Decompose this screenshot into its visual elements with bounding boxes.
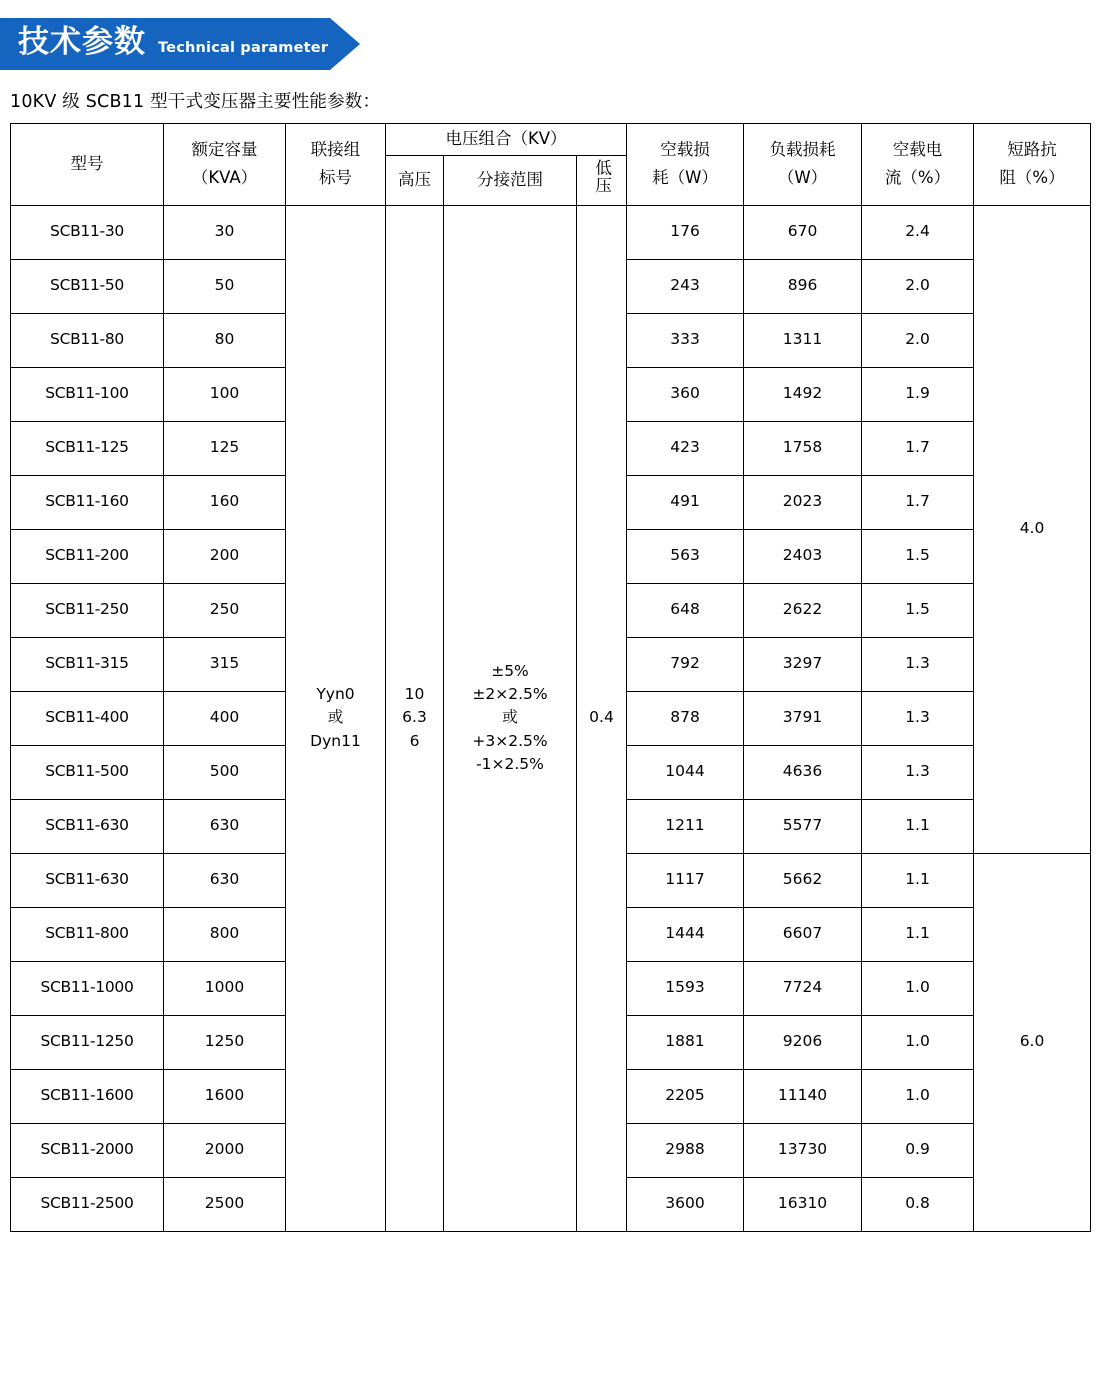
table-body — [11, 205, 1091, 1231]
tap-line-1: ±5% — [491, 661, 529, 680]
header-connection-line1: 联接组 — [310, 139, 361, 159]
cell-capacity: 160 — [164, 475, 286, 529]
cell-no-load-current: 1.7 — [862, 475, 974, 529]
cell-impedance-group-2: 6.0 — [974, 853, 1091, 1231]
connection-line-2: 或 — [327, 708, 344, 727]
cell-model: SCB11-1250 — [11, 1015, 164, 1069]
cell-load-loss: 4636 — [744, 745, 862, 799]
cell-model: SCB11-500 — [11, 745, 164, 799]
cell-no-load-current: 1.3 — [862, 637, 974, 691]
cell-load-loss: 2023 — [744, 475, 862, 529]
cell-no-load-loss: 2205 — [627, 1069, 744, 1123]
cell-no-load-current: 1.5 — [862, 529, 974, 583]
cell-model: SCB11-80 — [11, 313, 164, 367]
cell-no-load-current: 2.0 — [862, 313, 974, 367]
connection-line-3: Dyn11 — [310, 731, 361, 750]
cell-no-load-current: 1.1 — [862, 853, 974, 907]
cell-no-load-loss: 491 — [627, 475, 744, 529]
cell-capacity: 100 — [164, 367, 286, 421]
cell-capacity: 250 — [164, 583, 286, 637]
cell-no-load-current: 1.1 — [862, 907, 974, 961]
header-load-loss-line2: （W） — [777, 168, 828, 188]
cell-lv-voltage: 0.4 — [577, 205, 627, 1231]
page-header-banner — [0, 0, 1100, 88]
cell-capacity: 630 — [164, 799, 286, 853]
header-impedance-line2: 阻（%） — [999, 168, 1065, 188]
cell-load-loss: 5662 — [744, 853, 862, 907]
header-tap-range: 分接范围 — [444, 155, 577, 205]
cell-model: SCB11-630 — [11, 799, 164, 853]
header-voltage-combination: 电压组合（KV） — [386, 124, 627, 156]
cell-no-load-current: 1.3 — [862, 745, 974, 799]
cell-no-load-current: 1.0 — [862, 1069, 974, 1123]
banner-title-en: Technical parameter — [158, 40, 329, 56]
cell-model: SCB11-125 — [11, 421, 164, 475]
header-connection-symbol — [286, 124, 386, 206]
cell-model: SCB11-800 — [11, 907, 164, 961]
header-lv — [577, 155, 627, 205]
cell-no-load-loss: 1881 — [627, 1015, 744, 1069]
cell-no-load-loss: 648 — [627, 583, 744, 637]
header-lv-label: 低压 — [592, 158, 612, 194]
cell-load-loss: 11140 — [744, 1069, 862, 1123]
cell-capacity: 125 — [164, 421, 286, 475]
cell-capacity: 400 — [164, 691, 286, 745]
cell-no-load-loss: 1444 — [627, 907, 744, 961]
cell-no-load-current: 2.4 — [862, 205, 974, 259]
cell-hv-voltage — [386, 205, 444, 1231]
tap-line-4: +3×2.5% — [472, 731, 548, 750]
cell-no-load-current: 1.1 — [862, 799, 974, 853]
cell-no-load-loss: 878 — [627, 691, 744, 745]
cell-capacity: 2000 — [164, 1123, 286, 1177]
header-load-loss-line1: 负载损耗 — [769, 139, 836, 159]
cell-model: SCB11-2000 — [11, 1123, 164, 1177]
cell-no-load-loss: 423 — [627, 421, 744, 475]
cell-model: SCB11-1600 — [11, 1069, 164, 1123]
cell-load-loss: 13730 — [744, 1123, 862, 1177]
cell-capacity: 630 — [164, 853, 286, 907]
table-header-row-1 — [11, 124, 1091, 156]
cell-load-loss: 7724 — [744, 961, 862, 1015]
cell-no-load-loss: 2988 — [627, 1123, 744, 1177]
cell-capacity: 800 — [164, 907, 286, 961]
cell-model: SCB11-100 — [11, 367, 164, 421]
cell-model: SCB11-50 — [11, 259, 164, 313]
cell-no-load-loss: 3600 — [627, 1177, 744, 1231]
cell-load-loss: 896 — [744, 259, 862, 313]
tap-line-5: -1×2.5% — [476, 754, 544, 773]
cell-load-loss: 9206 — [744, 1015, 862, 1069]
header-rated-capacity-line2: （KVA） — [191, 168, 258, 188]
header-hv: 高压 — [386, 155, 444, 205]
cell-capacity: 50 — [164, 259, 286, 313]
hv-line-2: 6.3 — [402, 708, 427, 727]
header-no-load-current-line1: 空载电 — [892, 139, 943, 159]
cell-no-load-loss: 1211 — [627, 799, 744, 853]
cell-model: SCB11-315 — [11, 637, 164, 691]
cell-load-loss: 3791 — [744, 691, 862, 745]
cell-model: SCB11-400 — [11, 691, 164, 745]
cell-no-load-current: 1.0 — [862, 961, 974, 1015]
cell-connection-symbol — [286, 205, 386, 1231]
cell-model: SCB11-630 — [11, 853, 164, 907]
header-no-load-current — [862, 124, 974, 206]
cell-load-loss: 2403 — [744, 529, 862, 583]
cell-impedance-group-1: 4.0 — [974, 205, 1091, 853]
header-rated-capacity-line1: 额定容量 — [191, 139, 258, 159]
cell-load-loss: 2622 — [744, 583, 862, 637]
cell-no-load-current: 0.9 — [862, 1123, 974, 1177]
cell-model: SCB11-2500 — [11, 1177, 164, 1231]
cell-load-loss: 670 — [744, 205, 862, 259]
cell-load-loss: 1311 — [744, 313, 862, 367]
cell-tap-range — [444, 205, 577, 1231]
cell-load-loss: 1492 — [744, 367, 862, 421]
header-no-load-current-line2: 流（%） — [884, 168, 951, 188]
hv-line-1: 10 — [404, 685, 425, 704]
tap-line-3: 或 — [502, 708, 518, 727]
cell-no-load-current: 1.7 — [862, 421, 974, 475]
cell-capacity: 315 — [164, 637, 286, 691]
cell-capacity: 1000 — [164, 961, 286, 1015]
header-connection-line2: 标号 — [319, 168, 352, 188]
header-model: 型号 — [11, 124, 164, 206]
cell-load-loss: 16310 — [744, 1177, 862, 1231]
cell-capacity: 30 — [164, 205, 286, 259]
cell-no-load-current: 2.0 — [862, 259, 974, 313]
header-no-load-loss-line2: 耗（W） — [652, 168, 718, 188]
cell-no-load-loss: 1117 — [627, 853, 744, 907]
cell-no-load-current: 1.5 — [862, 583, 974, 637]
table-row — [11, 205, 1091, 259]
cell-no-load-loss: 333 — [627, 313, 744, 367]
cell-model: SCB11-250 — [11, 583, 164, 637]
cell-model: SCB11-30 — [11, 205, 164, 259]
connection-line-1: Yyn0 — [316, 685, 355, 704]
cell-no-load-current: 0.8 — [862, 1177, 974, 1231]
cell-capacity: 500 — [164, 745, 286, 799]
cell-model: SCB11-200 — [11, 529, 164, 583]
header-load-loss — [744, 124, 862, 206]
table-caption: 10KV 级 SCB11 型干式变压器主要性能参数： — [10, 92, 381, 112]
cell-no-load-loss: 1044 — [627, 745, 744, 799]
cell-no-load-loss: 243 — [627, 259, 744, 313]
cell-load-loss: 6607 — [744, 907, 862, 961]
cell-load-loss: 5577 — [744, 799, 862, 853]
hv-line-3: 6 — [409, 731, 420, 750]
cell-capacity: 200 — [164, 529, 286, 583]
cell-no-load-current: 1.3 — [862, 691, 974, 745]
cell-no-load-loss: 176 — [627, 205, 744, 259]
banner-title-cn: 技术参数 — [18, 24, 146, 60]
cell-no-load-current: 1.9 — [862, 367, 974, 421]
cell-capacity: 1250 — [164, 1015, 286, 1069]
header-impedance-line1: 短路抗 — [1007, 139, 1057, 159]
banner-text-group — [18, 22, 328, 68]
header-no-load-loss-line1: 空载损 — [660, 139, 710, 159]
cell-load-loss: 3297 — [744, 637, 862, 691]
tap-line-2: ±2×2.5% — [472, 685, 548, 704]
spec-table-wrapper — [10, 123, 1090, 1232]
header-rated-capacity — [164, 124, 286, 206]
cell-no-load-loss: 792 — [627, 637, 744, 691]
header-impedance — [974, 124, 1091, 206]
cell-capacity: 1600 — [164, 1069, 286, 1123]
cell-capacity: 2500 — [164, 1177, 286, 1231]
cell-no-load-loss: 360 — [627, 367, 744, 421]
cell-no-load-loss: 1593 — [627, 961, 744, 1015]
cell-load-loss: 1758 — [744, 421, 862, 475]
cell-no-load-current: 1.0 — [862, 1015, 974, 1069]
cell-capacity: 80 — [164, 313, 286, 367]
header-no-load-loss — [627, 124, 744, 206]
cell-no-load-loss: 563 — [627, 529, 744, 583]
cell-model: SCB11-160 — [11, 475, 164, 529]
transformer-spec-table — [10, 123, 1091, 1232]
cell-model: SCB11-1000 — [11, 961, 164, 1015]
